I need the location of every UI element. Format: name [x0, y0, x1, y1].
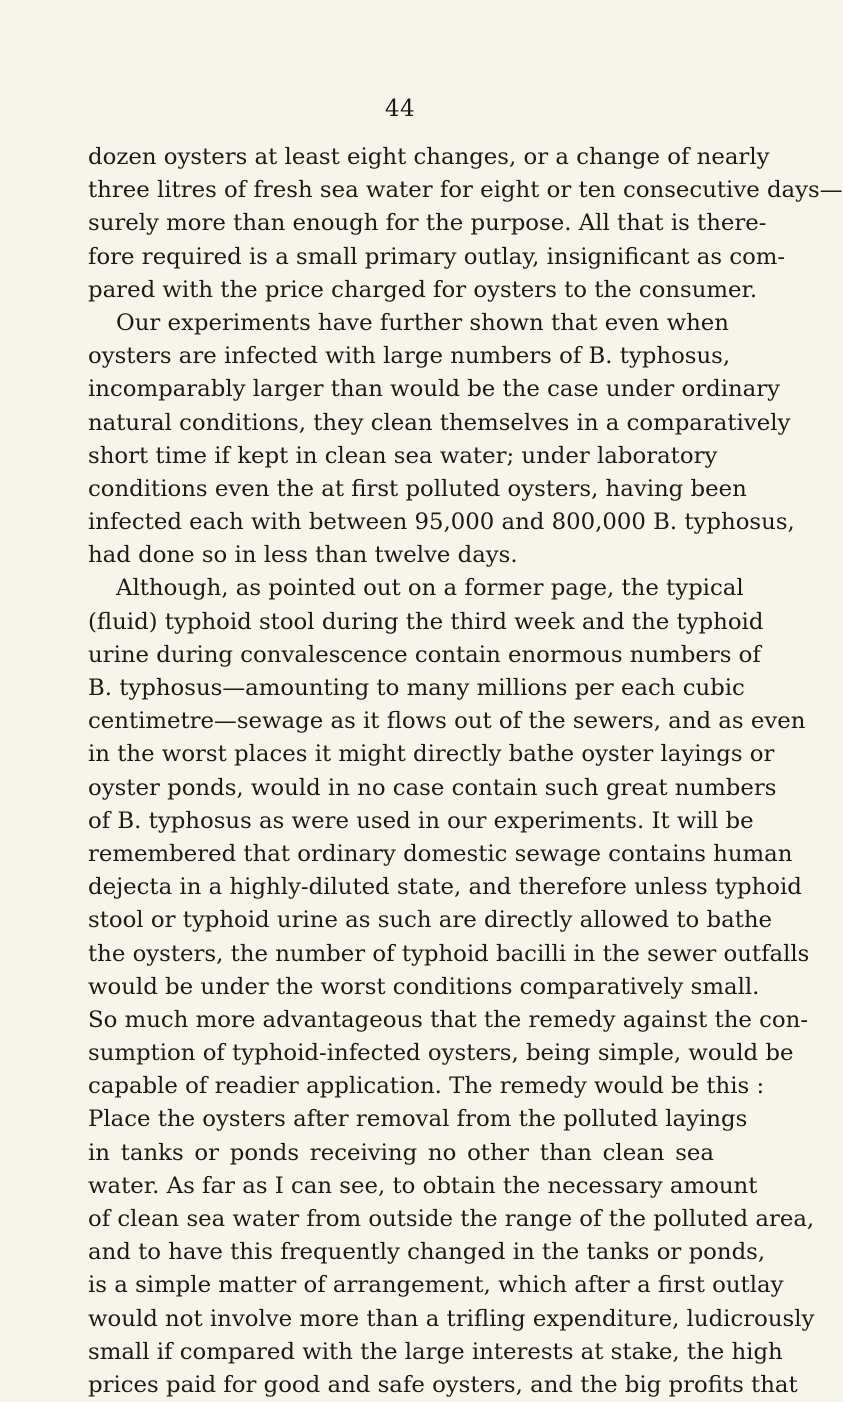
text-line: incomparably larger than would be the case under ordinary [88, 376, 781, 403]
text-line: Place the oysters after removal from the polluted layings [88, 1106, 748, 1133]
page-number: 44 [384, 96, 416, 122]
text-line: fore required is a small primary outlay, insignificant as com- [88, 243, 786, 270]
text-line: prices paid for good and safe oysters, and the big profits that [88, 1371, 798, 1398]
text-line: pared with the price charged for oysters to the consumer. [88, 276, 758, 303]
text-line: Our experiments have further shown that even when [116, 309, 729, 336]
text-line: water. As far as I can see, to obtain the necessary amount [88, 1172, 758, 1199]
text-line: dejecta in a highly-diluted state, and therefore unless typhoid [88, 874, 802, 901]
text-line: in tanks or ponds receiving no other than clean sea [88, 1139, 714, 1166]
text-line: of clean sea water from outside the range of the polluted area, [88, 1206, 815, 1232]
text-line: capable of readier application. The remedy would be this : [88, 1073, 765, 1100]
text-line: in the worst places it might directly bathe oyster layings or [88, 741, 775, 768]
text-line: small if compared with the large interests at stake, the high [88, 1338, 783, 1365]
text-line: (fluid) typhoid stool during the third week and the typhoid [88, 608, 764, 635]
text-line: So much more advantageous that the remedy against the con- [88, 1006, 809, 1033]
text-line: short time if kept in clean sea water; under laboratory [88, 442, 718, 469]
text-line: oyster ponds, would in no case contain such great numbers [88, 774, 777, 801]
text-line: dozen oysters at least eight changes, or a change of nearly [88, 144, 770, 170]
text-line: would not involve more than a trifling expenditure, ludicrously [88, 1305, 815, 1332]
text-line: surely more than enough for the purpose. All that is there- [88, 210, 767, 237]
text-line: would be under the worst conditions comparatively small. [88, 973, 760, 1000]
text-line: B. typhosus—amounting to many millions per each cubic [88, 675, 745, 701]
text-line: urine during convalescence contain enormous numbers of [88, 641, 761, 668]
text-line: natural conditions, they clean themselves in a comparatively [88, 409, 791, 436]
text-line: of B. typhosus as were used in our experiments. It will be [88, 807, 754, 834]
text-line: remembered that ordinary domestic sewage contains human [88, 840, 793, 867]
text-line: and to have this frequently changed in the tanks or ponds, [88, 1239, 766, 1266]
text-line: sumption of typhoid-infected oysters, being simple, would be [88, 1040, 794, 1067]
text-line: oysters are infected with large numbers of B. typhosus, [88, 343, 731, 370]
text-line: is a simple matter of arrangement, which after a first outlay [88, 1272, 784, 1299]
text-line: conditions even the at first polluted oysters, having been [88, 475, 747, 502]
text-line: Although, as pointed out on a former page, the typical [116, 575, 744, 602]
text-line: the oysters, the number of typhoid bacilli in the sewer outfalls [88, 940, 810, 967]
body-text [88, 141, 843, 1402]
text-line: centimetre—sewage as it flows out of the sewers, and as even [88, 708, 806, 735]
text-line: stool or typhoid urine as such are directly allowed to bathe [88, 907, 773, 934]
text-line: had done so in less than twelve days. [88, 542, 518, 569]
text-line: infected each with between 95,000 and 800,000 B. typhosus, [88, 509, 795, 536]
text-line: three litres of fresh sea water for eight or ten consecutive days— [88, 177, 843, 204]
